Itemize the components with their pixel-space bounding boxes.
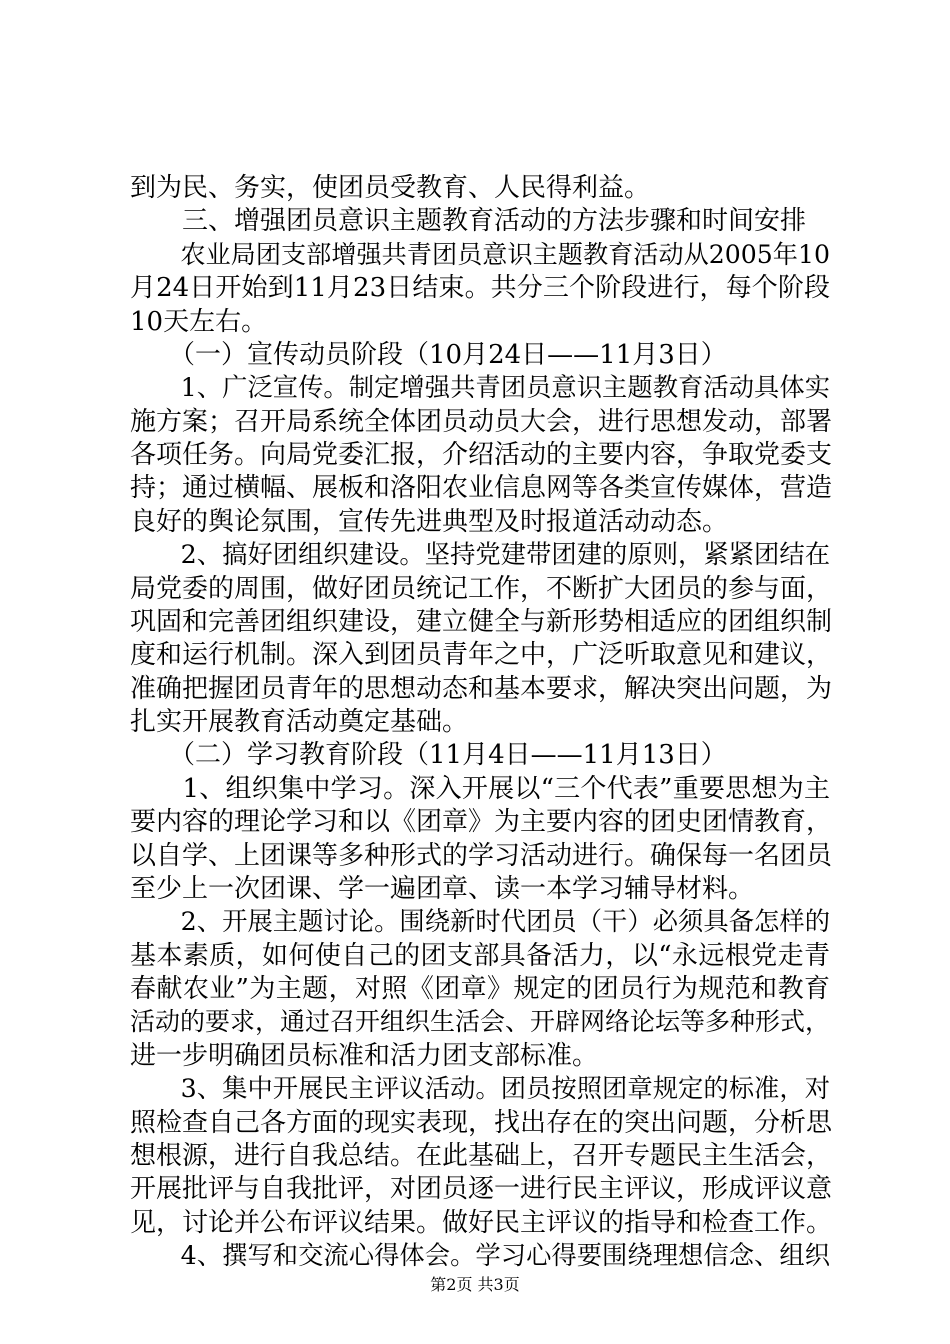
page-footer: 第2页 共3页 bbox=[430, 1275, 520, 1294]
text-line: 3、集中开展民主评议活动。团员按照团章规定的标准，对 bbox=[130, 1074, 830, 1103]
text-line: 要内容的理论学习和以《团章》为主要内容的团史团情教育， bbox=[130, 807, 833, 837]
text-line: 各项任务。向局党委汇报，介绍活动的主要内容，争取党委支 bbox=[130, 440, 833, 470]
section-heading: （二）学习教育阶段（11月4日——11月13日） bbox=[130, 740, 727, 770]
text-line: 1、广泛宣传。制定增强共青团员意识主题教育活动具体实 bbox=[130, 373, 830, 402]
text-line: 农业局团支部增强共青团员意识主题教育活动从2005年10 bbox=[130, 240, 830, 269]
text-line: 见，讨论并公布评议结果。做好民主评议的指导和检查工作。 bbox=[130, 1208, 833, 1238]
text-line: 月24日开始到11月23日结束。共分三个阶段进行，每个阶段 bbox=[130, 273, 830, 303]
text-line: 2、搞好团组织建设。坚持党建带团建的原则，紧紧团结在 bbox=[130, 540, 830, 569]
section-heading: （一）宣传动员阶段（10月24日——11月3日） bbox=[130, 340, 727, 370]
text-line: 至少上一次团课、学一遍团章、读一本学习辅导材料。 bbox=[130, 874, 755, 904]
text-line: 三、增强团员意识主题教育活动的方法步骤和时间安排 bbox=[130, 206, 807, 236]
text-line: 巩固和完善团组织建设，建立健全与新形势相适应的团组织制 bbox=[130, 607, 833, 637]
text-line: 到为民、务实，使团员受教育、人民得利益。 bbox=[130, 173, 651, 203]
text-line: 以自学、上团课等多种形式的学习活动进行。确保每一名团员 bbox=[130, 841, 833, 871]
text-line: 局党委的周围，做好团员统记工作，不断扩大团员的参与面， bbox=[130, 574, 833, 604]
text-line: 2、开展主题讨论。围绕新时代团员（干）必须具备怎样的 bbox=[130, 907, 830, 936]
text-line: 扎实开展教育活动奠定基础。 bbox=[130, 707, 469, 737]
text-line: 10天左右。 bbox=[130, 307, 268, 337]
text-line: 4、撰写和交流心得体会。学习心得要围绕理想信念、组织 bbox=[130, 1241, 830, 1270]
text-line: 基本素质，如何使自己的团支部具备活力，以“永远根党走青 bbox=[130, 941, 830, 971]
text-line: 照检查自己各方面的现实表现，找出存在的突出问题，分析思 bbox=[130, 1108, 833, 1138]
text-line: 持；通过横幅、展板和洛阳农业信息网等各类宣传媒体，营造 bbox=[130, 473, 833, 503]
text-line: 活动的要求，通过召开组织生活会、开辟网络论坛等多种形式， bbox=[130, 1007, 831, 1036]
text-line: 春献农业”为主题，对照《团章》规定的团员行为规范和教育 bbox=[130, 974, 830, 1004]
text-line: 准确把握团员青年的思想动态和基本要求，解决突出问题，为 bbox=[130, 674, 833, 704]
text-line: 想根源，进行自我总结。在此基础上，召开专题民主生活会， bbox=[130, 1141, 833, 1171]
text-line: 施方案；召开局系统全体团员动员大会，进行思想发动，部署 bbox=[130, 407, 833, 437]
text-line: 开展批评与自我批评，对团员逐一进行民主评议，形成评议意 bbox=[130, 1174, 833, 1204]
text-line: 度和运行机制。深入到团员青年之中，广泛听取意见和建议， bbox=[130, 640, 833, 670]
text-line: 1、组织集中学习。深入开展以“三个代表”重要思想为主 bbox=[130, 774, 830, 804]
text-line: 进一步明确团员标准和活力团支部标准。 bbox=[130, 1041, 599, 1071]
text-line: 良好的舆论氛围，宣传先进典型及时报道活动动态。 bbox=[130, 507, 729, 537]
